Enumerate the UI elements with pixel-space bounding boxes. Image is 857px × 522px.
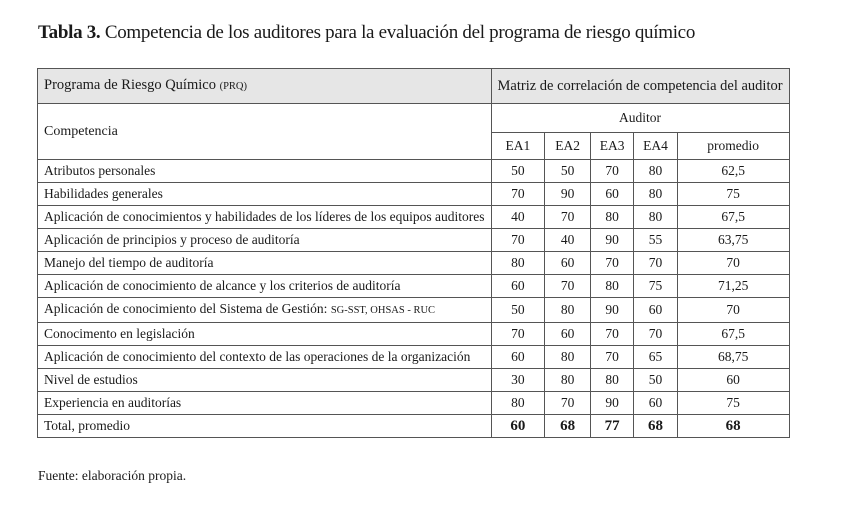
table-cell: 75 [634,275,677,298]
table-cell: 90 [545,183,591,206]
program-header-text: Programa de Riesgo Químico [44,77,216,93]
row-label [38,206,492,229]
table-cell: 60 [491,346,545,369]
table-cell: 68 [634,415,677,438]
table-cell: 75 [677,392,789,415]
table-cell: 60 [491,415,545,438]
table-cell: 60 [545,252,591,275]
table-cell: 68,75 [677,346,789,369]
table-row [38,275,790,298]
table-cell: 50 [634,369,677,392]
column-header: EA3 [590,133,633,160]
table-cell: 50 [545,160,591,183]
table-cell: 70 [590,160,633,183]
row-label-text: Nivel de estudios [44,372,138,387]
row-label-text: Aplicación de conocimientos y habilidades de los líderes de los equipos auditores [44,209,485,224]
table-header-row [38,69,790,104]
table-cell: 70 [634,252,677,275]
auditor-header-row [38,104,790,133]
table-caption-text: Competencia de los auditores para la evaluación del programa de riesgo químico [104,22,696,43]
source-note: Fuente: elaboración propia. [38,468,187,483]
table-cell: 55 [634,229,677,252]
table-cell: 68 [545,415,591,438]
row-label [38,183,492,206]
competencia-header: Competencia [38,104,492,160]
row-label [38,275,492,298]
table-cell: 30 [491,369,545,392]
table-cell: 80 [634,160,677,183]
table-cell: 60 [491,275,545,298]
row-label [38,369,492,392]
table-cell: 71,25 [677,275,789,298]
table-row [38,160,790,183]
row-label-text: Aplicación de conocimiento de alcance y los criterios de auditoría [44,278,401,293]
table-cell: 65 [634,346,677,369]
table-cell: 40 [491,206,545,229]
table-cell: 70 [491,183,545,206]
column-header: EA2 [545,133,591,160]
table-cell: 60 [545,323,591,346]
row-label [38,160,492,183]
row-label [38,346,492,369]
table-cell: 80 [634,206,677,229]
table-cell: 70 [545,206,591,229]
table-row [38,346,790,369]
table-cell: 80 [545,369,591,392]
table-row [38,298,790,323]
table-cell: 80 [590,369,633,392]
table-cell: 40 [545,229,591,252]
table-cell: 50 [491,160,545,183]
table-cell: 70 [677,298,789,323]
table-row [38,183,790,206]
table-row [38,252,790,275]
row-label [38,252,492,275]
table-cell: 70 [677,252,789,275]
table-cell: 50 [491,298,545,323]
column-header: EA4 [634,133,677,160]
table-row [38,323,790,346]
table-cell: 60 [590,183,633,206]
table-cell: 70 [545,275,591,298]
table-cell: 80 [491,392,545,415]
table-cell: 70 [634,323,677,346]
table-cell: 80 [590,206,633,229]
table-cell: 70 [545,392,591,415]
row-label-text: Atributos personales [44,163,156,178]
row-label-text: Habilidades generales [44,186,163,201]
row-label-text: Total, promedio [44,418,131,433]
table-cell: 67,5 [677,206,789,229]
table-cell: 77 [590,415,633,438]
table-row [38,369,790,392]
row-label-suffix: SG-SST, OHSAS - RUC [330,305,436,316]
table-cell: 80 [590,275,633,298]
column-header: EA1 [491,133,545,160]
table-cell: 80 [634,183,677,206]
table-cell: 63,75 [677,229,789,252]
table-caption [38,22,695,44]
table-cell: 80 [545,346,591,369]
row-label-text: Manejo del tiempo de auditoría [44,255,214,270]
total-row [38,415,790,438]
row-label-text: Aplicación de principios y proceso de auditoría [44,232,300,247]
program-header-abbr: (PRQ) [219,81,248,92]
row-label [38,298,492,323]
table-cell: 70 [590,323,633,346]
table-row [38,229,790,252]
table-cell: 60 [634,298,677,323]
row-label [38,415,492,438]
table-cell: 62,5 [677,160,789,183]
competence-table [37,68,790,438]
table-cell: 60 [634,392,677,415]
table-cell: 75 [677,183,789,206]
table-cell: 90 [590,229,633,252]
row-label-text: Aplicación de conocimiento del contexto de las operaciones de la organización [44,349,471,364]
table-cell: 80 [491,252,545,275]
row-label [38,323,492,346]
table-row [38,206,790,229]
table-cell: 68 [677,415,789,438]
table-cell: 90 [590,298,633,323]
row-label [38,392,492,415]
table-cell: 60 [677,369,789,392]
row-label-text: Aplicación de conocimiento del Sistema de Gestión: [44,301,328,316]
table-cell: 80 [545,298,591,323]
table-cell: 70 [491,229,545,252]
program-header [38,69,492,104]
table-cell: 67,5 [677,323,789,346]
table-cell: 70 [491,323,545,346]
table-cell: 70 [590,252,633,275]
auditor-header: Auditor [491,104,789,133]
matrix-header: Matriz de correlación de competencia del auditor [491,69,789,104]
column-header: promedio [677,133,789,160]
table-cell: 70 [590,346,633,369]
table-caption-label: Tabla 3. [38,22,101,43]
table-row [38,392,790,415]
row-label-text: Conocimento en legislación [44,326,195,341]
row-label [38,229,492,252]
table-cell: 90 [590,392,633,415]
row-label-text: Experiencia en auditorías [44,395,182,410]
